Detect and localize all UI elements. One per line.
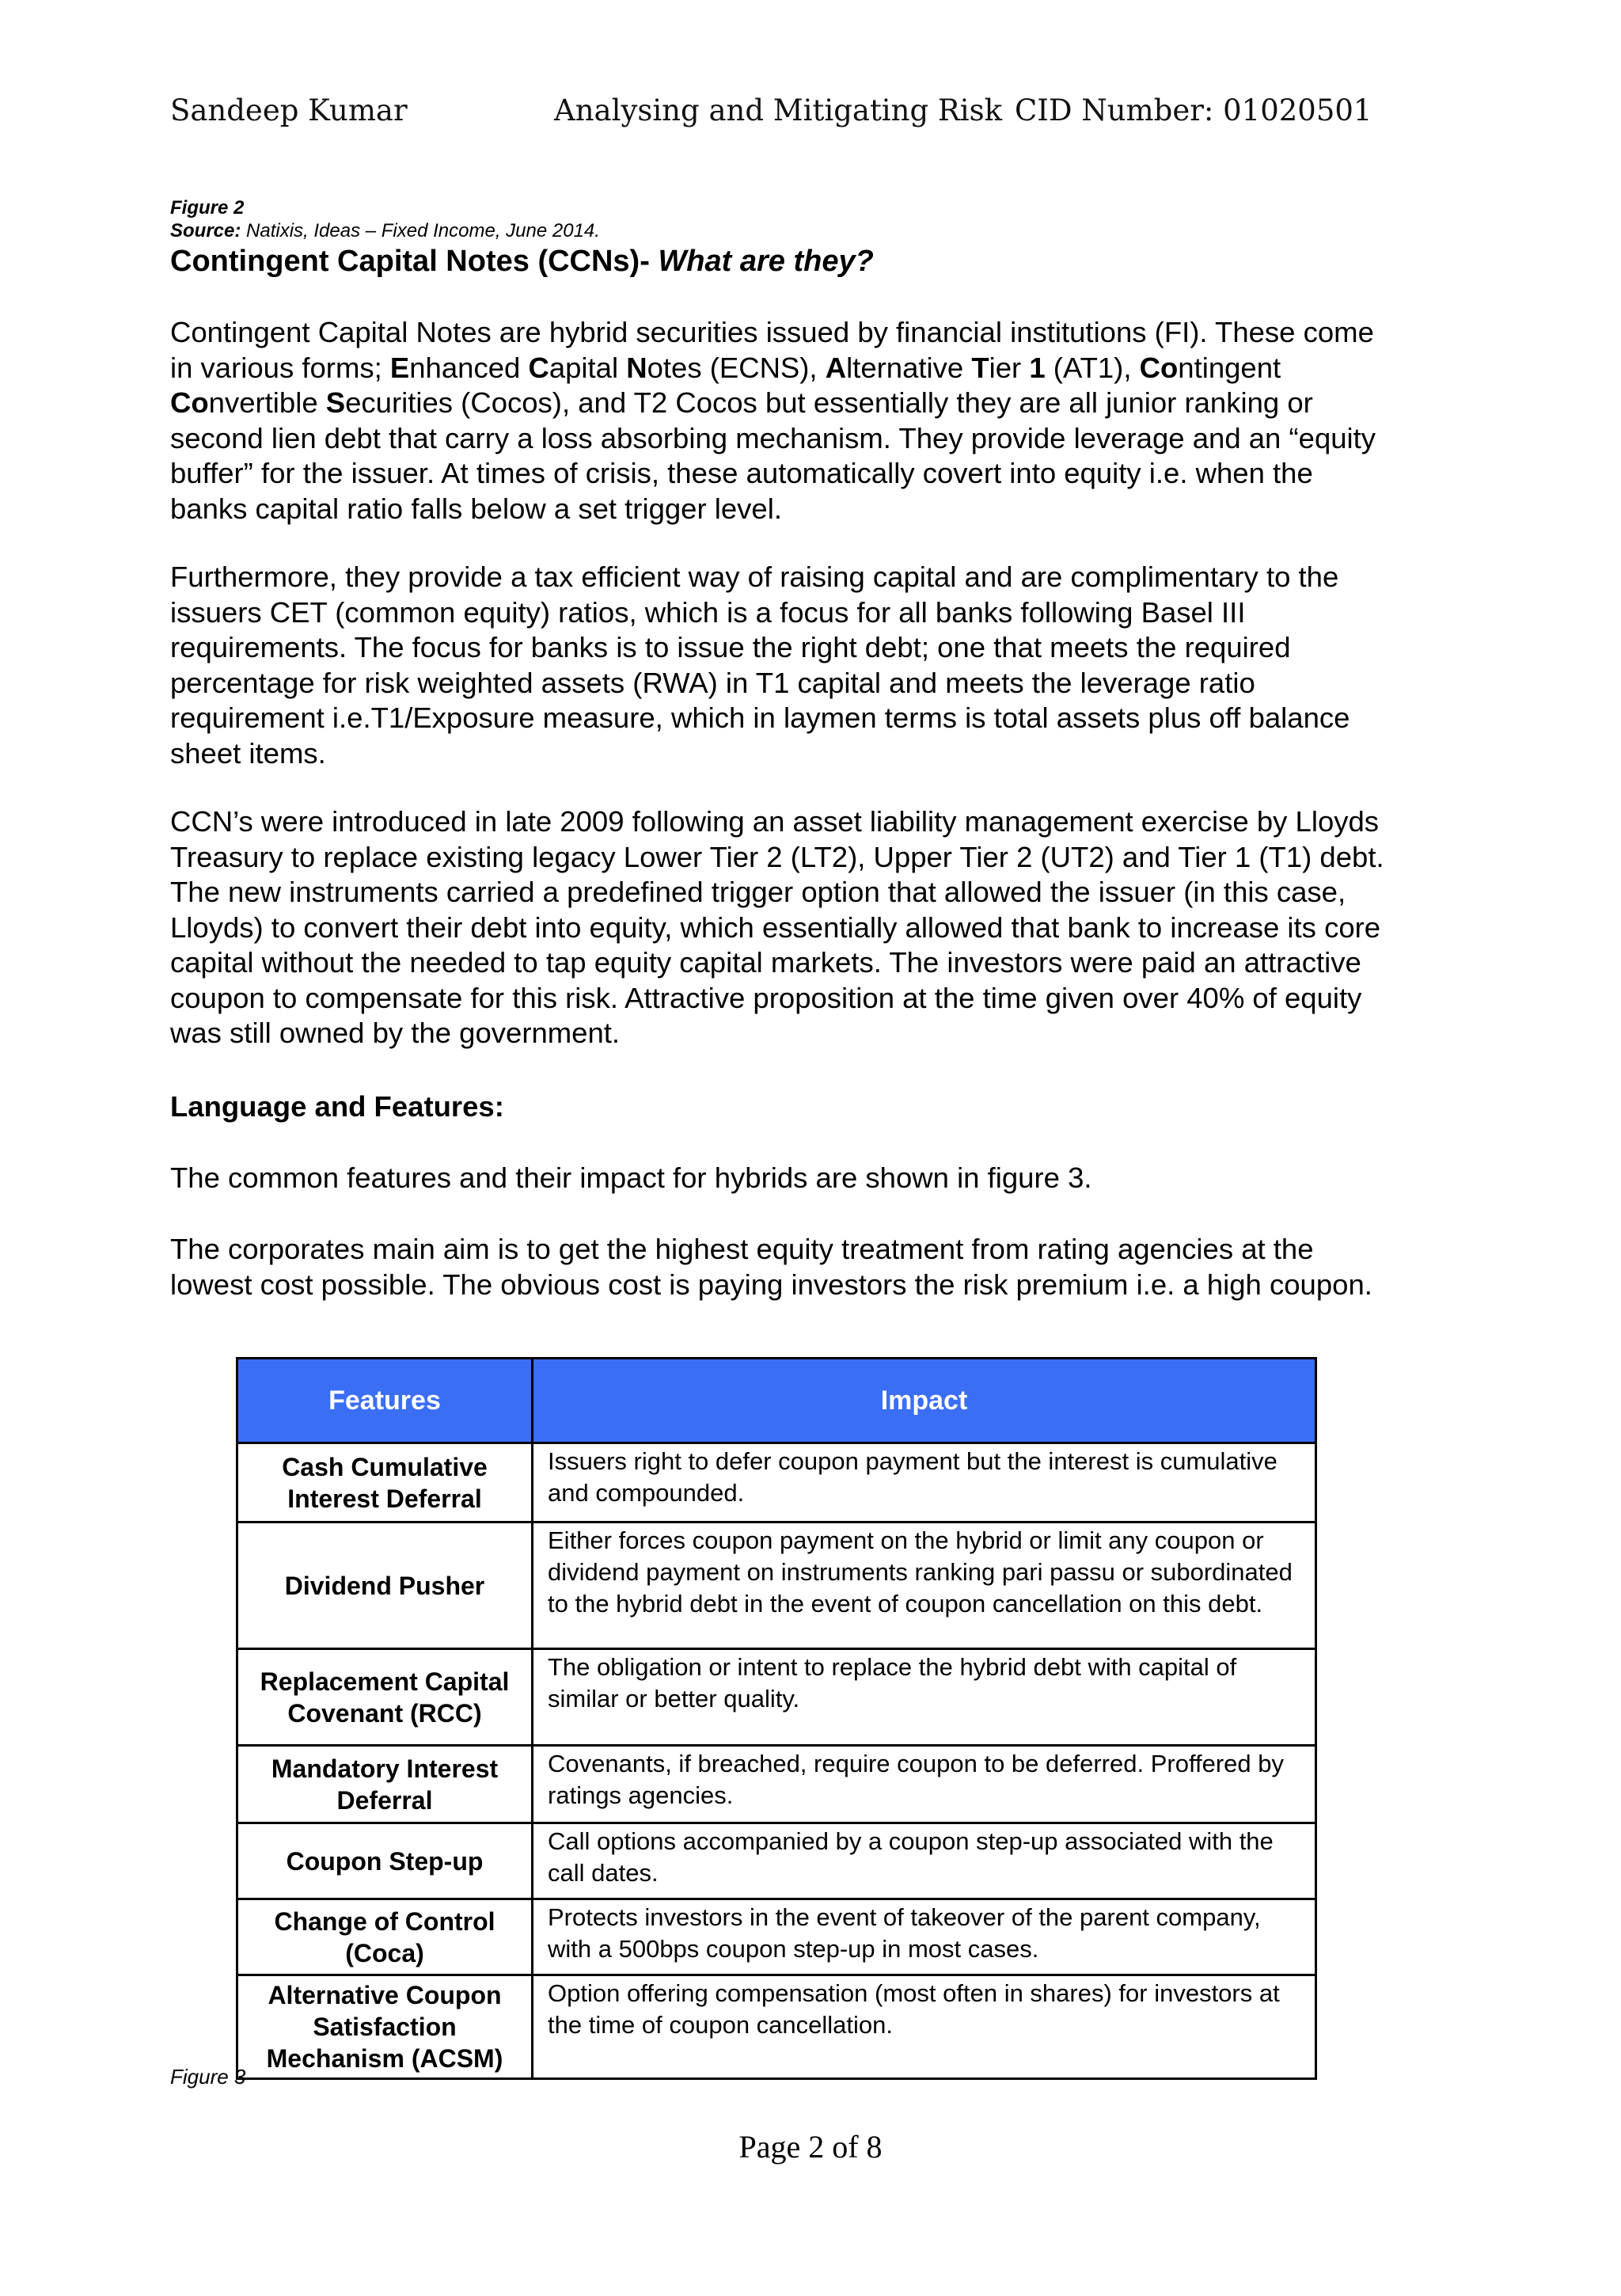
impact-cell: Call options accompanied by a coupon step-up associated with the call dates. (533, 1823, 1316, 1899)
feature-cell: Cash Cumulative Interest Deferral (237, 1443, 533, 1522)
figure-2-caption (170, 196, 1389, 242)
impact-cell: The obligation or intent to replace the hybrid debt with capital of similar or better quality. (533, 1649, 1316, 1746)
features-impact-table (236, 1357, 1317, 2080)
table-row (237, 1975, 1316, 2079)
paragraph-common-features: The common features and their impact for hybrids are shown in figure 3. (170, 1161, 1092, 1194)
column-header-features: Features (237, 1359, 533, 1443)
figure-3-caption: Figure 3 (170, 2065, 246, 2089)
feature-cell: Change of Control (Coca) (237, 1899, 533, 1975)
table-row (237, 1522, 1316, 1649)
feature-cell: Coupon Step-up (237, 1823, 533, 1899)
paragraph-tax-efficiency: Furthermore, they provide a tax efficient way of raising capital and are complimentary to the issuers CET (common equity) ratios, which is a focus for all banks following Basel III requirements. The focus for banks is to issue the right debt; one that meets the required percentage for risk weighted assets (RWA) in T1 capital and meets the leverage ratio requirement i.e.T1/Exposure measure, which in laymen terms is total assets plus off balance sheet items. (170, 561, 1350, 770)
column-header-impact: Impact (533, 1359, 1316, 1443)
paragraph-corporates-aim: The corporates main aim is to get the highest equity treatment from rating agencies at the lowest cost possible. The obvious cost is paying investors the risk premium i.e. a high coupon. (170, 1233, 1372, 1301)
table-row (237, 1823, 1316, 1899)
figure-2-source: Source: Natixis, Ideas – Fixed Income, June 2014. (170, 220, 600, 241)
feature-cell: Dividend Pusher (237, 1522, 533, 1649)
header-title: Analysing and Mitigating Risk (554, 93, 1003, 127)
feature-cell: Alternative Coupon Satisfaction Mechanism (ACSM) (237, 1975, 533, 2079)
impact-cell: Option offering compensation (most often in shares) for investors at the time of coupon cancellation. (533, 1975, 1316, 2079)
paragraph-ccn-intro: Contingent Capital Notes are hybrid securities issued by financial institutions (FI). These come in various forms; Enhanced Capital Notes (ECNS), Alternative Tier 1 (AT1), Contingent Convertible Securities (Cocos), and T2 Cocos but essentially they are all junior ranking or second lien debt that carry a loss absorbing mechanism. They provide leverage and an “equity buffer” for the issuer. At times of crisis, these automatically covert into equity i.e. when the banks capital ratio falls below a set trigger level. (170, 316, 1376, 525)
paragraph-ccn-history: CCN’s were introduced in late 2009 following an asset liability management exercise by Lloyds Treasury to replace existing legacy Lower Tier 2 (LT2), Upper Tier 2 (UT2) and Tier 1 (T1) debt. The new instruments carried a predefined trigger option that allowed the issuer (in this case, Lloyds) to convert their debt into equity, which essentially allowed that bank to increase its core capital without the needed to tap equity capital markets. The investors were paid an attractive coupon to compensate for this risk. Attractive proposition at the time given over 40% of equity was still owned by the government. (170, 805, 1384, 1049)
document-body (170, 196, 1389, 1302)
impact-cell: Protects investors in the event of takeover of the parent company, with a 500bps coupon step-up in most cases. (533, 1899, 1316, 1975)
impact-cell: Either forces coupon payment on the hybrid or limit any coupon or dividend payment on instruments ranking pari passu or subordinated to the hybrid debt in the event of coupon cancellation on this debt. (533, 1522, 1316, 1649)
table-row (237, 1443, 1316, 1522)
header-cid: CID Number: 01020501 (1015, 93, 1372, 127)
table-header-row (237, 1359, 1316, 1443)
section-heading: Contingent Capital Notes (CCNs)- What are they? (170, 245, 874, 278)
impact-cell: Issuers right to defer coupon payment but the interest is cumulative and compounded. (533, 1443, 1316, 1522)
page-header (0, 93, 1621, 141)
feature-cell: Mandatory Interest Deferral (237, 1746, 533, 1823)
features-table-wrapper (236, 1357, 1317, 2080)
page-number: Page 2 of 8 (738, 2129, 883, 2165)
figure-2-label: Figure 2 (170, 197, 245, 219)
subheading-language-features: Language and Features: (170, 1089, 504, 1123)
feature-cell: Replacement Capital Covenant (RCC) (237, 1649, 533, 1746)
table-row (237, 1899, 1316, 1975)
table-row (237, 1746, 1316, 1823)
header-author: Sandeep Kumar (170, 93, 408, 127)
impact-cell: Covenants, if breached, require coupon to be deferred. Proffered by ratings agencies. (533, 1746, 1316, 1823)
table-row (237, 1649, 1316, 1746)
